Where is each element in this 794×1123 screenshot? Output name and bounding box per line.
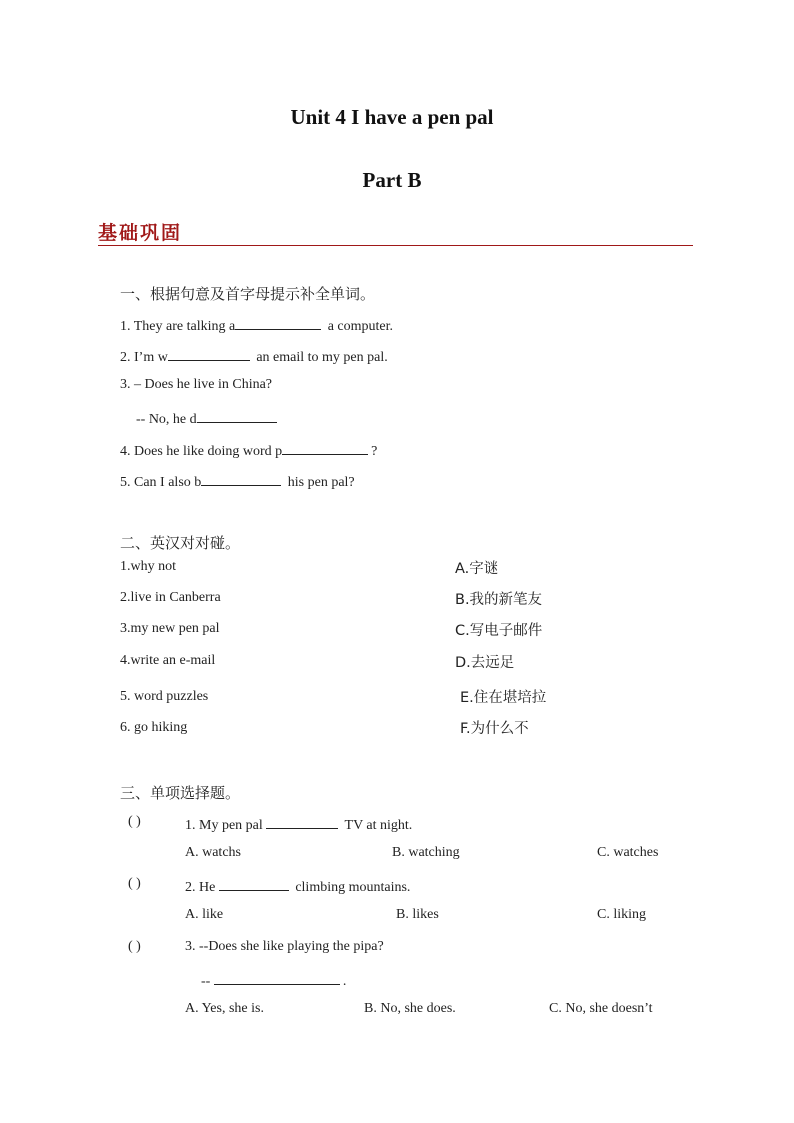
fill-item-1: 1. They are talking a a computer. <box>120 315 393 335</box>
fill-item-5: 5. Can I also b his pen pal? <box>120 471 355 491</box>
option-b[interactable]: B. No, she does. <box>364 1001 456 1016</box>
match-right-item: C.写电子邮件 <box>455 623 543 639</box>
section-banner: 基础巩固 <box>98 222 183 244</box>
option-c[interactable]: C. watches <box>597 845 659 860</box>
match-right-item: D.去远足 <box>455 655 515 671</box>
fill-item-4: 4. Does he like doing word p ? <box>120 440 377 460</box>
answer-blank[interactable] <box>197 408 277 423</box>
option-a[interactable]: A. Yes, she is. <box>185 1001 264 1016</box>
section2-heading: 二、英汉对对碰。 <box>120 534 241 552</box>
answer-paren[interactable]: ( ) <box>128 876 141 891</box>
answer-blank[interactable] <box>214 970 340 985</box>
option-b[interactable]: B. likes <box>396 907 439 922</box>
choice-question-1: 1. My pen pal TV at night. <box>185 814 412 834</box>
match-right-item: A.字谜 <box>455 561 499 577</box>
answer-paren[interactable]: ( ) <box>128 939 141 954</box>
section3-heading: 三、单项选择题。 <box>120 784 241 802</box>
match-left-item: 2.live in Canberra <box>120 590 221 605</box>
fill-item-3-answer: -- No, he d <box>136 408 280 428</box>
match-left-item: 5. word puzzles <box>120 689 209 704</box>
answer-blank[interactable] <box>201 471 281 486</box>
answer-blank[interactable] <box>168 346 250 361</box>
match-right-item: E.住在堪培拉 <box>460 690 547 706</box>
fill-item-3: 3. – Does he live in China? <box>120 377 273 392</box>
match-left-item: 1.why not <box>120 559 176 574</box>
answer-blank[interactable] <box>219 876 289 891</box>
choice-question-3: 3. --Does she like playing the pipa? <box>185 939 384 954</box>
choice-question-3-answer: -- . <box>201 970 346 990</box>
section1-heading: 一、根据句意及首字母提示补全单词。 <box>120 285 376 303</box>
answer-blank[interactable] <box>266 814 338 829</box>
answer-blank[interactable] <box>235 315 321 330</box>
match-left-item: 4.write an e-mail <box>120 653 216 668</box>
option-a[interactable]: A. like <box>185 907 224 922</box>
fill-item-2: 2. I’m w an email to my pen pal. <box>120 346 388 366</box>
match-left-item: 6. go hiking <box>120 720 188 735</box>
page-subtitle: Part B <box>362 168 422 192</box>
page-title: Unit 4 I have a pen pal <box>290 105 494 129</box>
answer-paren[interactable]: ( ) <box>128 814 141 829</box>
option-a[interactable]: A. watchs <box>185 845 241 860</box>
banner-divider <box>98 245 693 246</box>
match-right-item: B.我的新笔友 <box>455 592 543 608</box>
option-b[interactable]: B. watching <box>392 845 460 860</box>
match-right-item: F.为什么不 <box>460 721 529 737</box>
option-c[interactable]: C. No, she doesn’t <box>549 1001 653 1016</box>
option-c[interactable]: C. liking <box>597 907 647 922</box>
match-left-item: 3.my new pen pal <box>120 621 220 636</box>
choice-question-2: 2. He climbing mountains. <box>185 876 410 896</box>
answer-blank[interactable] <box>282 440 368 455</box>
